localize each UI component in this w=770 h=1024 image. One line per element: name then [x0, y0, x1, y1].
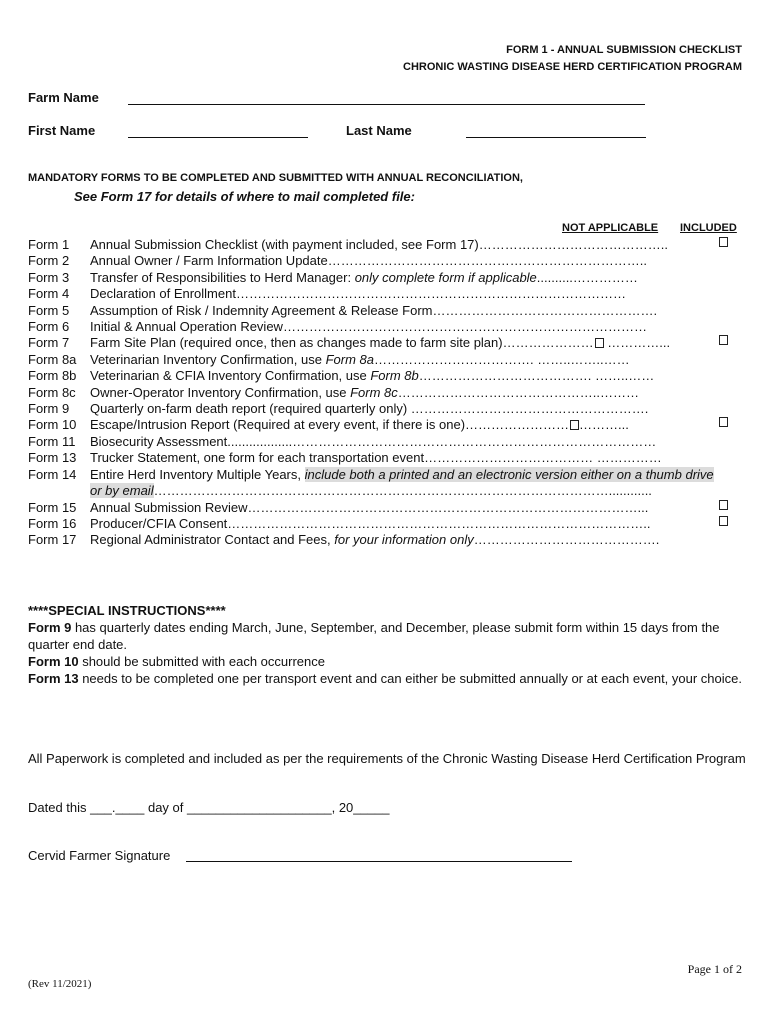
form-title: FORM 1 - ANNUAL SUBMISSION CHECKLIST: [506, 44, 742, 56]
form-description: Transfer of Responsibilities to Herd Manager: only complete form if applicable..........……………: [90, 269, 638, 285]
form-row: [28, 335, 728, 351]
form-row: [28, 352, 728, 368]
first-name-label: First Name: [28, 123, 96, 138]
form-description: Declaration of Enrollment………………………………………………………………………………: [90, 286, 626, 302]
signature-label: Cervid Farmer Signature: [28, 848, 171, 863]
form-row: [28, 253, 728, 269]
form-number: Form 10: [28, 417, 77, 433]
form-description: Producer/CFIA Consent……………………………………………………………………………………..: [90, 515, 651, 531]
first-name-field[interactable]: [128, 137, 308, 138]
not-applicable-checkbox[interactable]: [570, 420, 579, 430]
form-row: [28, 401, 728, 417]
form-description: Assumption of Risk / Indemnity Agreement & Release Form…………………………………………….: [90, 302, 658, 318]
included-checkbox[interactable]: [719, 516, 728, 526]
form-row: [28, 450, 728, 466]
form-description: Veterinarian & CFIA Inventory Confirmation, use Form 8b…………………………………. ……..……: [90, 368, 655, 384]
form-number: Form 7: [28, 335, 70, 351]
form-number: Form 9: [28, 401, 70, 417]
form-row: [28, 368, 728, 384]
form-description: Annual Owner / Farm Information Update………………………………………………………………..: [90, 253, 647, 269]
form-number: Form 1: [28, 237, 70, 252]
form-number: Form 11: [28, 433, 76, 449]
form-row: [28, 270, 728, 286]
included-checkbox[interactable]: [719, 417, 728, 427]
forms-list: [28, 237, 728, 549]
page-number: Page 1 of 2: [687, 962, 742, 976]
form-description: Regional Administrator Contact and Fees, for your information only…………………………………….: [90, 532, 660, 548]
form-description: Entire Herd Inventory Multiple Years, include both a printed and an electronic version either on a thumb drive or by email……………………………………………………………………………………………............: [90, 466, 714, 499]
form-row: [28, 516, 728, 532]
form-description: Annual Submission Checklist (with payment included, see Form 17)……………………………………..: [90, 237, 668, 252]
special-instructions-title: ****SPECIAL INSTRUCTIONS****: [28, 603, 226, 618]
form-number: Form 17: [28, 532, 77, 548]
form-number: Form 5: [28, 302, 70, 318]
form-description: Initial & Annual Operation Review…………………………………………………………………………: [90, 319, 647, 335]
completion-statement: All Paperwork is completed and included as per the requirements of the Chronic Wasting Disease Herd Certification Program: [28, 751, 746, 766]
included-column-header: INCLUDED: [680, 222, 737, 234]
last-name-label: Last Name: [346, 123, 412, 138]
program-title: CHRONIC WASTING DISEASE HERD CERTIFICATION PROGRAM: [403, 61, 742, 73]
form-row: [28, 237, 728, 253]
form-row: [28, 303, 728, 319]
dated-line[interactable]: Dated this ___.____ day of ____________________, 20_____: [28, 800, 390, 815]
form-number: Form 4: [28, 286, 70, 302]
revision-date: (Rev 11/2021): [28, 978, 92, 990]
form-number: Form 15: [28, 499, 77, 515]
included-checkbox[interactable]: [719, 500, 728, 510]
form-description: Owner-Operator Inventory Confirmation, use Form 8c………………………………………..………: [90, 384, 640, 400]
form-header: [403, 42, 742, 76]
not-applicable-checkbox[interactable]: [595, 338, 604, 348]
highlighted-instruction: include both a printed and an electronic version either on a thumb drive or by email: [90, 466, 714, 499]
not-applicable-column-header: NOT APPLICABLE: [562, 222, 659, 234]
mandatory-heading: MANDATORY FORMS TO BE COMPLETED AND SUBMITTED WITH ANNUAL RECONCILIATION,: [28, 172, 523, 184]
form-number: Form 8b: [28, 368, 77, 384]
form-row: [28, 417, 728, 433]
farm-name-field[interactable]: [128, 104, 645, 105]
form-row: [28, 319, 728, 335]
form-description: Veterinarian Inventory Confirmation, use Form 8a………………………………. ……..……..……: [90, 351, 630, 367]
form-description: Trucker Statement, one form for each transportation event………………………………… ……………: [90, 450, 662, 466]
form-number: Form 2: [28, 253, 70, 269]
form-row: [28, 385, 728, 401]
form-description: Farm Site Plan (required once, then as changes made to farm site plan)………………… …………...: [90, 335, 671, 351]
signature-field[interactable]: [186, 861, 572, 862]
form-row: [28, 434, 728, 450]
special-instructions: [28, 602, 748, 687]
form-description: Escape/Intrusion Report (Required at every event, if there is one)…………………… ………...: [90, 417, 629, 433]
form-description: Biosecurity Assessment..................…………………………………………………………………………: [90, 433, 657, 449]
form-number: Form 3: [28, 269, 70, 285]
form-row: [28, 467, 728, 500]
form-row: [28, 500, 728, 516]
last-name-field[interactable]: [466, 137, 646, 138]
form-number: Form 8a: [28, 351, 77, 367]
form13-instruction: Form 13 needs to be completed one per transport event and can either be submitted annually or at each event, your choice.: [28, 671, 742, 686]
included-checkbox[interactable]: [719, 335, 728, 345]
included-checkbox[interactable]: [719, 237, 728, 247]
form-description: Annual Submission Review………………………………………………………………………………...: [90, 499, 649, 515]
form10-instruction: Form 10 should be submitted with each occurrence: [28, 654, 325, 669]
form-number: Form 13: [28, 450, 77, 466]
form-row: [28, 286, 728, 302]
form-number: Form 6: [28, 319, 70, 335]
form-number: Form 14: [28, 466, 77, 482]
form-number: Form 8c: [28, 384, 76, 400]
farm-name-label: Farm Name: [28, 90, 99, 105]
see-form-17-note: See Form 17 for details of where to mail completed file:: [74, 189, 415, 204]
form-number: Form 16: [28, 515, 77, 531]
form9-instruction: Form 9 has quarterly dates ending March, June, September, and December, please submit form within 15 days from the quarter end date.: [28, 620, 720, 652]
form-description: Quarterly on-farm death report (required quarterly only) ……………………………………………….: [90, 401, 649, 417]
form-row: [28, 532, 728, 548]
